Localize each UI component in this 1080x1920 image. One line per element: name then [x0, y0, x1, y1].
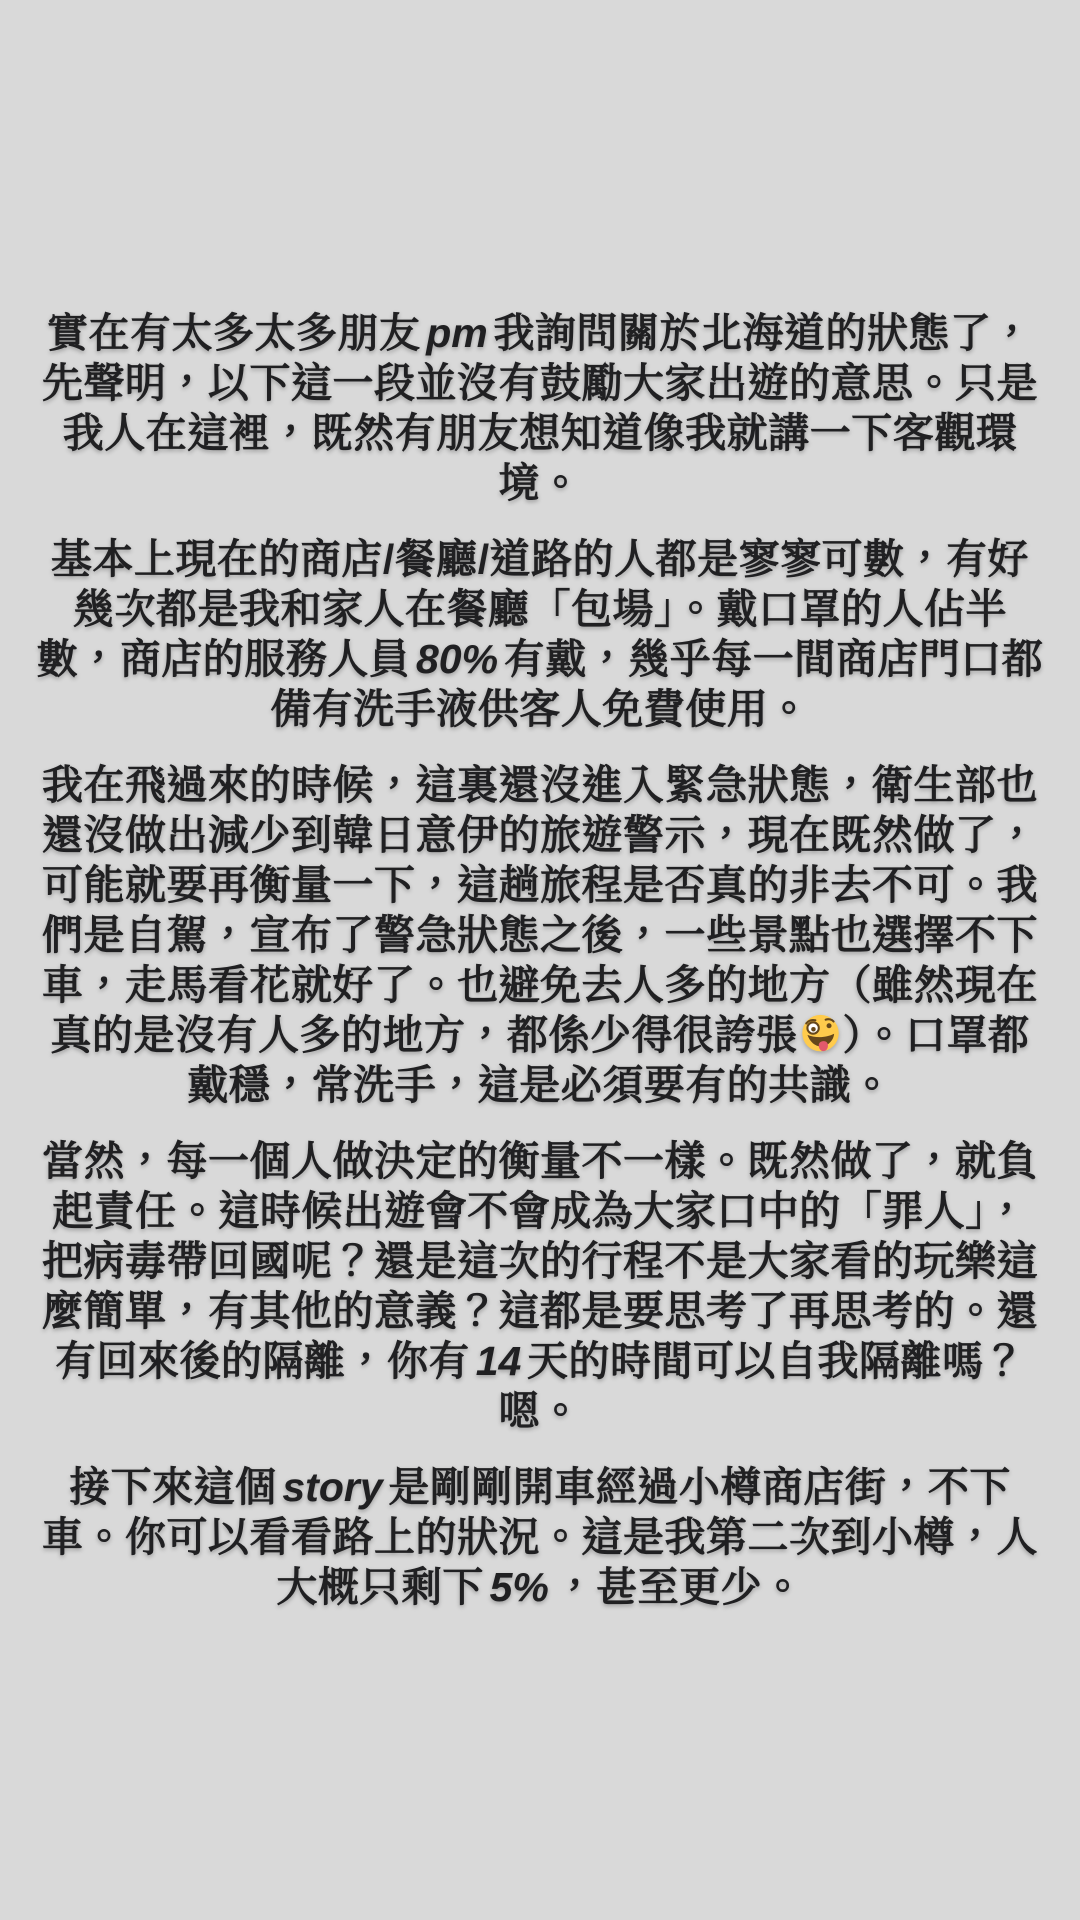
paragraph-4: [32, 1136, 1048, 1436]
text-segment: 接下來這個: [69, 1464, 277, 1511]
text-segment: 天的時間可以自我隔離嗎？嗯。: [498, 1338, 1026, 1435]
paragraph-2: [32, 534, 1048, 734]
text-segment: ）。口罩都戴穩，常洗手，這是必須要有的共識。: [187, 1012, 1030, 1109]
text-segment: 我在飛過來的時候，這裏還沒進入緊急狀態，衛生部也還沒做出減少到韓日意伊的旅遊警示，現在既然做了，可能就要再衡量一下，這趟旅程是否真的非去不可。我們是自駕，宣布了警急狀態之後，一些景點也選擇不下車，走馬看花就好了。也避免去人多的地方（雖然現在真的是沒有人多的地方，都係少得很誇張: [42, 761, 1038, 1059]
latin-text-5-percent: 5%: [489, 1564, 549, 1611]
text-segment: 當然，每一個人做決定的衡量不一樣。既然做了，就負起責任。這時候出遊會不會成為大家口中的「罪人」，把病毒帶回國呢？還是這次的行程不是大家看的玩樂這麼簡單，有其他的意義？這都是要思考了再思考的。還有回來後的隔離，你有: [42, 1138, 1038, 1385]
text-segment: 有戴，幾乎每一間商店門口都備有洗手液供客人免費使用。: [270, 635, 1044, 732]
latin-text-pm: pm: [426, 309, 488, 356]
paragraph-5: [32, 1462, 1048, 1612]
latin-text-80-percent: 80%: [415, 635, 499, 682]
paragraph-1: [32, 308, 1048, 508]
latin-text-14: 14: [475, 1338, 522, 1385]
text-segment: ，甚至更少。: [554, 1564, 804, 1611]
text-segment: 是剛剛開車經過小樽商店街，不下車。你可以看看路上的狀況。這是我第二次到小樽，人大概只剩下: [42, 1464, 1038, 1611]
text-segment: 實在有太多太多朋友: [47, 309, 421, 356]
story-text-block: [32, 308, 1048, 1612]
zany-face-emoji: [800, 1011, 841, 1055]
text-segment: 基本上現在的商店/餐廳/道路的人都是寥寥可數，有好幾次都是我和家人在餐廳「包場」。戴口罩的人佔半數，商店的服務人員: [36, 535, 1030, 682]
text-segment: 我詢問關於北海道的狀態了，先聲明，以下這一段並沒有鼓勵大家出遊的意思。只是我人在這裡，既然有朋友想知道像我就講一下客觀環境。: [42, 309, 1038, 506]
latin-text-story: story: [282, 1464, 383, 1511]
paragraph-3: [32, 760, 1048, 1110]
